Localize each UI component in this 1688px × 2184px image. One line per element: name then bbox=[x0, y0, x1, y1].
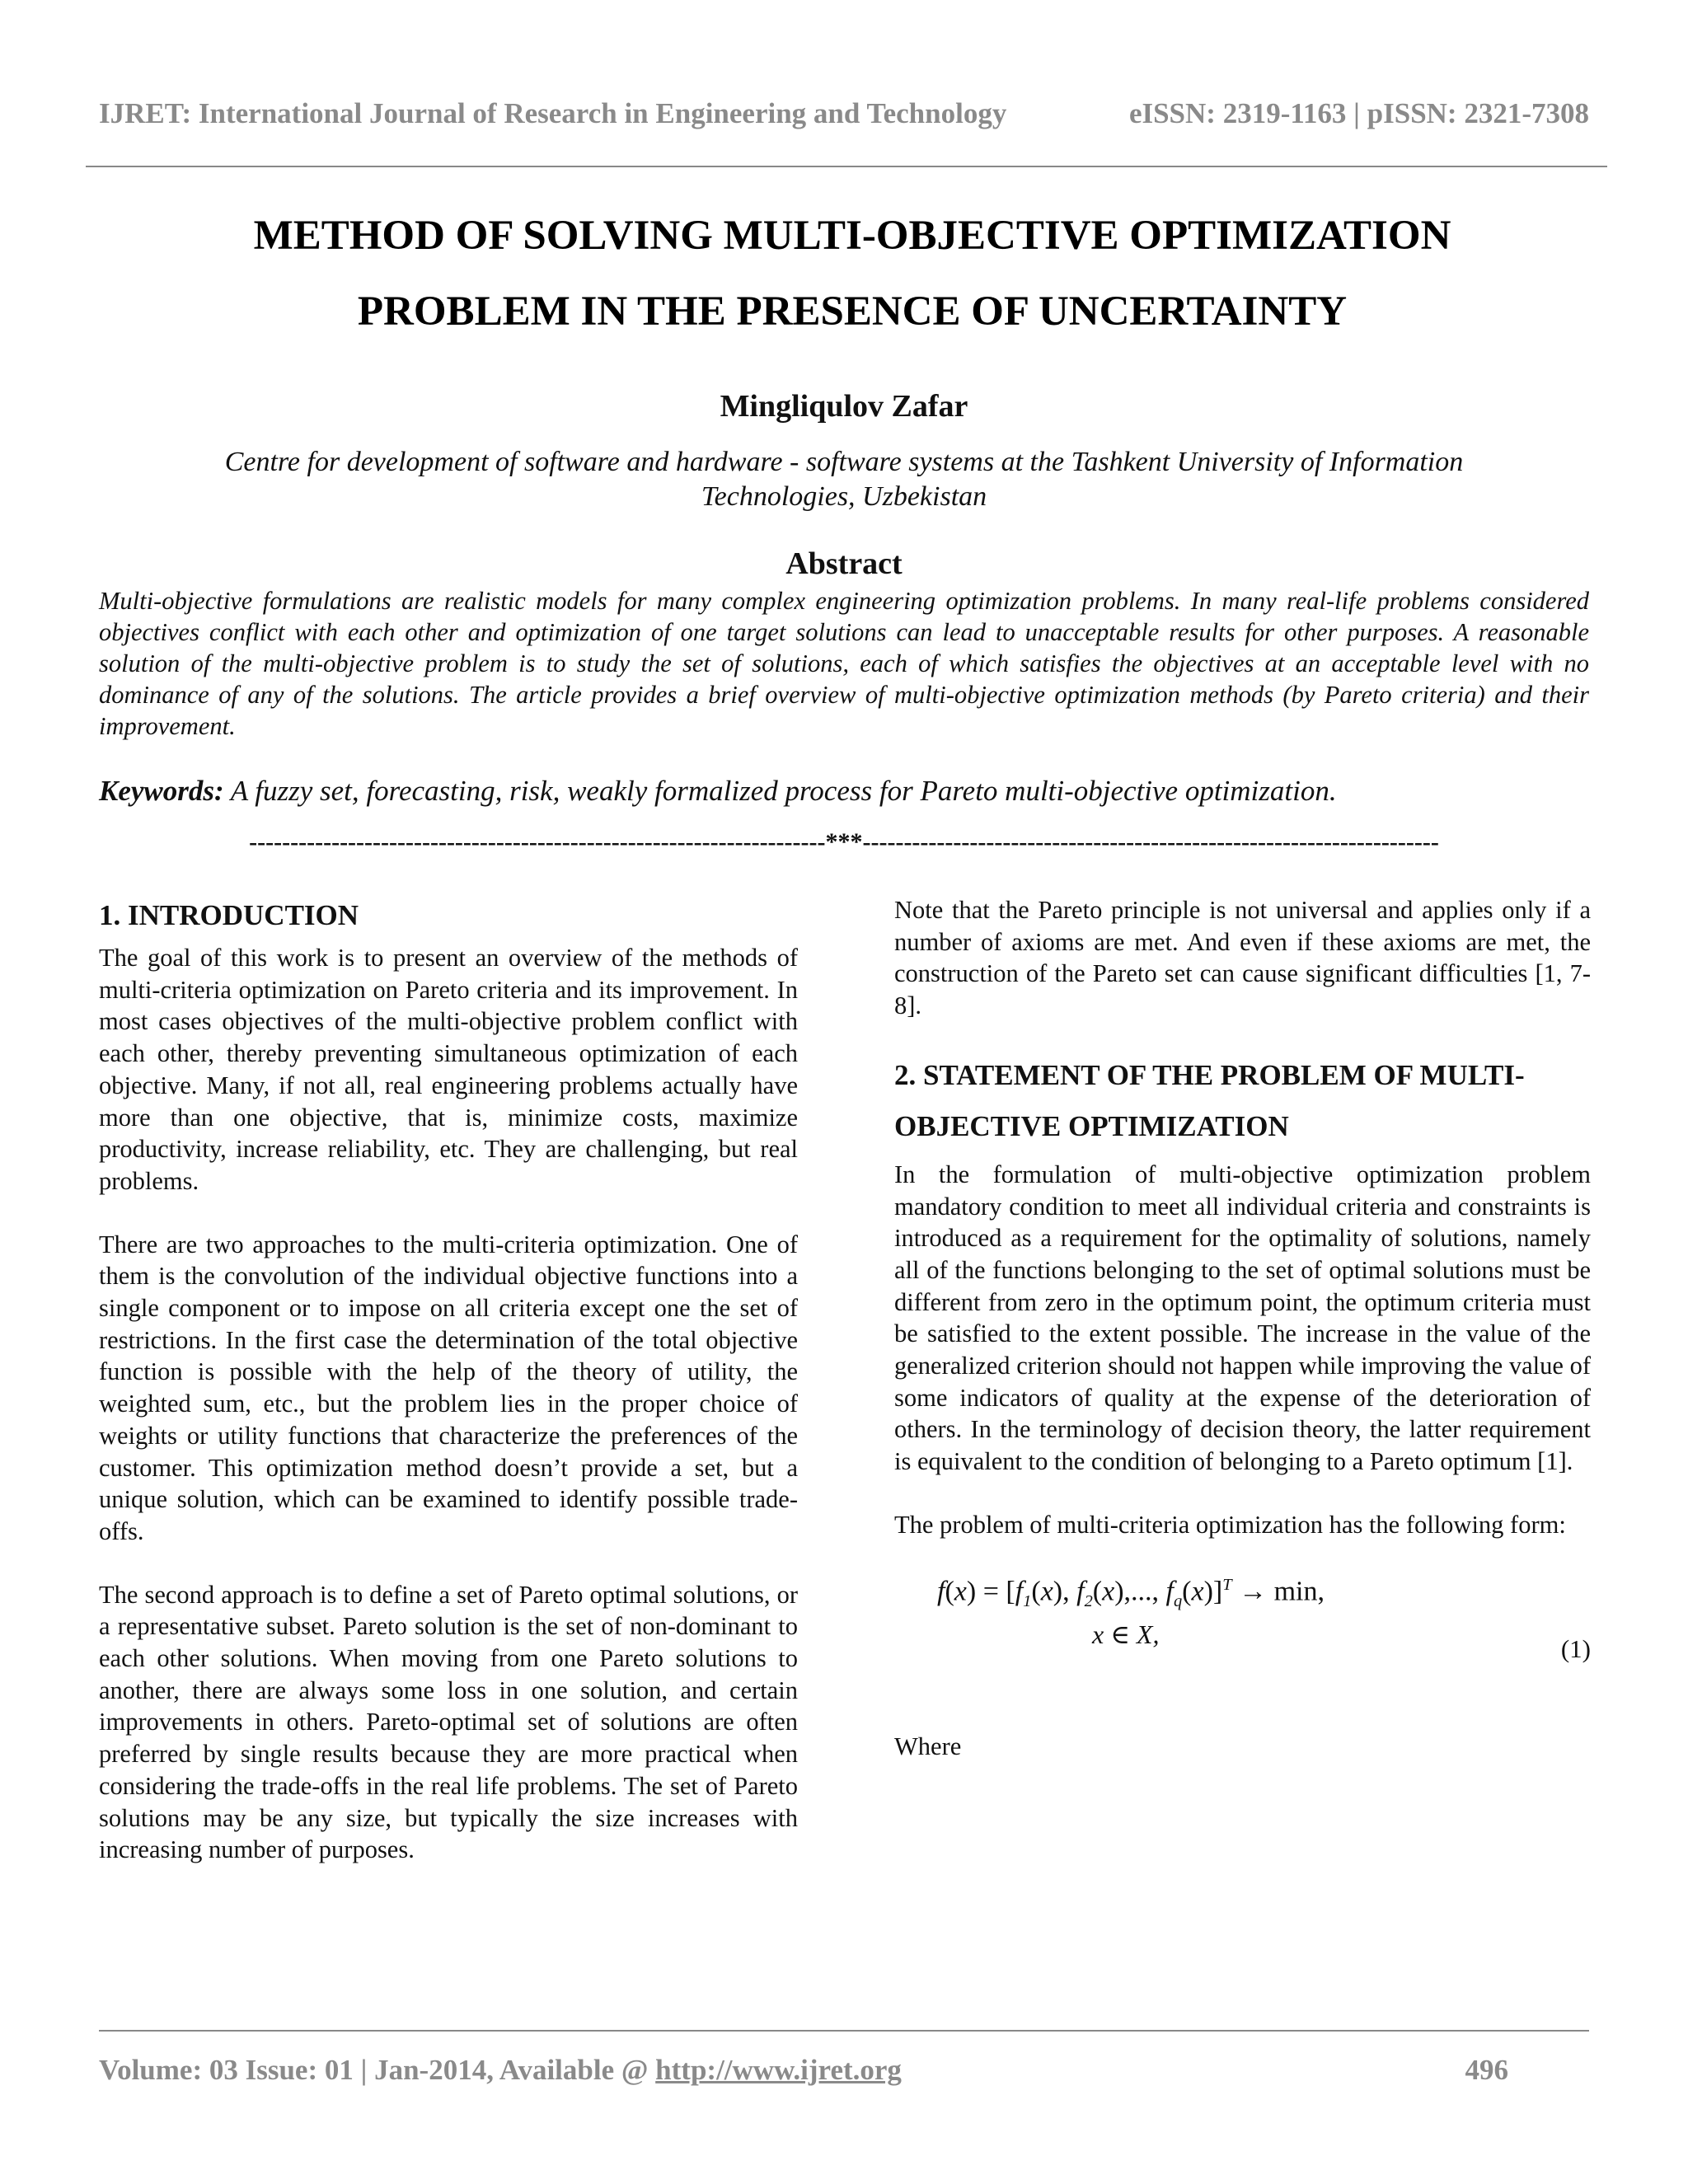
abstract-text: Multi-objective formulations are realistic models for many complex engineering optimization problems. In many real-life problems considered objectives conflict with each other and optimization of one target solutions can lead to unacceptable results for other purposes. A reasonable solution of the multi-objective problem is to study the set of solutions, each of which satisfies the objectives at an acceptable level with no dominance of any of the solutions. The article provides a brief overview of multi-objective optimization methods (by Pareto criteria) and their improvement. bbox=[99, 587, 1589, 740]
keywords-text: A fuzzy set, forecasting, risk, weakly formalized process for Pareto multi-objective optimization. bbox=[223, 775, 1337, 807]
title-line-2: PROBLEM IN THE PRESENCE OF UNCERTAINTY bbox=[357, 288, 1348, 335]
affiliation-line-2: Technologies, Uzbekistan bbox=[701, 481, 987, 512]
section-separator: ----------------------------------------------------------------------***---------------------------------------------------------------------- bbox=[249, 828, 1439, 855]
author: Mingliqulov Zafar bbox=[720, 389, 968, 424]
paragraph: The second approach is to define a set of Pareto optimal solutions, or a representative subset. Pareto solution is the set of non-dominant to each other solutions. When moving from one Pareto solutions to another, there are always some loss in one solution, and certain improvements in others. Pareto-optimal set of solutions are often preferred by single results because they are more practical when considering the trade-offs in the real life problems. The set of Pareto solutions may be any size, but typically the size increases with increasing number of purposes. bbox=[99, 1580, 798, 1864]
footer-rule bbox=[99, 2030, 1589, 2032]
paragraph: There are two approaches to the multi-criteria optimization. One of them is the convolution of the individual objective functions into a single component or to impose on all criteria except one the set of restrictions. In the first case the determination of the total objective function is possible with the help of the theory of utility, the weighted sum, etc., but the problem lies in the proper choice of weights or utility functions that characterize the preferences of the customer. This optimization method doesn’t provide a set, but a unique solution, which can be examined to identify possible trade-offs. bbox=[99, 1230, 798, 1545]
equation-tail: → min, bbox=[1239, 1575, 1325, 1606]
affiliation bbox=[165, 445, 1523, 514]
abstract-heading: Abstract bbox=[785, 546, 903, 581]
paragraph: Where bbox=[894, 1732, 962, 1760]
section-heading-introduction: 1. INTRODUCTION bbox=[99, 899, 359, 931]
running-header bbox=[99, 97, 1589, 130]
affiliation-line-1: Centre for development of software and hardware - software systems at the Tashkent University of Information bbox=[224, 447, 1464, 477]
left-column bbox=[99, 894, 798, 1866]
page-number: 496 bbox=[1465, 2054, 1508, 2086]
issn: eISSN: 2319-1163 | pISSN: 2321-7308 bbox=[1128, 97, 1589, 129]
heading-line-2: OBJECTIVE OPTIMIZATION bbox=[894, 1109, 1289, 1142]
journal-name: IJRET: International Journal of Research in Engineering and Technology bbox=[99, 97, 1007, 129]
header-rule bbox=[86, 166, 1607, 167]
title-line-1: METHOD OF SOLVING MULTI-OBJECTIVE OPTIMIZATION bbox=[253, 213, 1451, 259]
paragraph: The problem of multi-criteria optimization has the following form: bbox=[894, 1510, 1566, 1539]
footer bbox=[99, 2054, 1508, 2087]
keywords bbox=[99, 775, 1589, 808]
keywords-label: Keywords: bbox=[99, 775, 224, 807]
equation-expression: $f(x) = [f_1(x)$, $f_2(x)$,..., $f_q(x)]^T \to \min$, bbox=[937, 1575, 1325, 1610]
section-heading-statement bbox=[894, 1050, 1591, 1152]
right-column bbox=[894, 894, 1591, 1762]
paper-title bbox=[99, 198, 1606, 349]
paragraph: In the formulation of multi-objective optimization problem mandatory condition to meet all individual criteria and constraints is introduced as a requirement for the optimality of solutions, namely all of the functions belonging to the set of optimal solutions must be different from zero in the optimum point, the optimum criteria must be satisfied to the extent possible. The increase in the value of the generalized criterion should not happen while improving the value of some indicators of quality at the expense of the deterioration of others. In the terminology of decision theory, the latter requirement is equivalent to the condition of belonging to a Pareto optimum [1]. bbox=[894, 1160, 1591, 1476]
paragraph: Note that the Pareto principle is not universal and applies only if a number of axioms are met. And even if these axioms are met, the construction of the Pareto set can cause significant difficulties [1, 7-8]. bbox=[894, 896, 1591, 1020]
footer-text: Volume: 03 Issue: 01 | Jan-2014, Available @ bbox=[99, 2054, 656, 2086]
paragraph: The goal of this work is to present an overview of the methods of multi-criteria optimization on Pareto criteria and its improvement. In most cases objectives of the multi-objective problem conflict with each other, thereby preventing simultaneous optimization of each objective. Many, if not all, real engineering problems actually have more than one objective, that is, minimize costs, maximize productivity, increase reliability, etc. They are challenging, but real problems. bbox=[99, 944, 798, 1195]
equation-constraint: x ∈ X, bbox=[1092, 1619, 1160, 1649]
heading-line-1: 2. STATEMENT OF THE PROBLEM OF MULTI- bbox=[894, 1058, 1525, 1091]
equation-number: (1) bbox=[1560, 1633, 1591, 1663]
journal-link[interactable]: http://www.ijret.org bbox=[655, 2054, 902, 2086]
equation-1 bbox=[894, 1549, 1591, 1714]
